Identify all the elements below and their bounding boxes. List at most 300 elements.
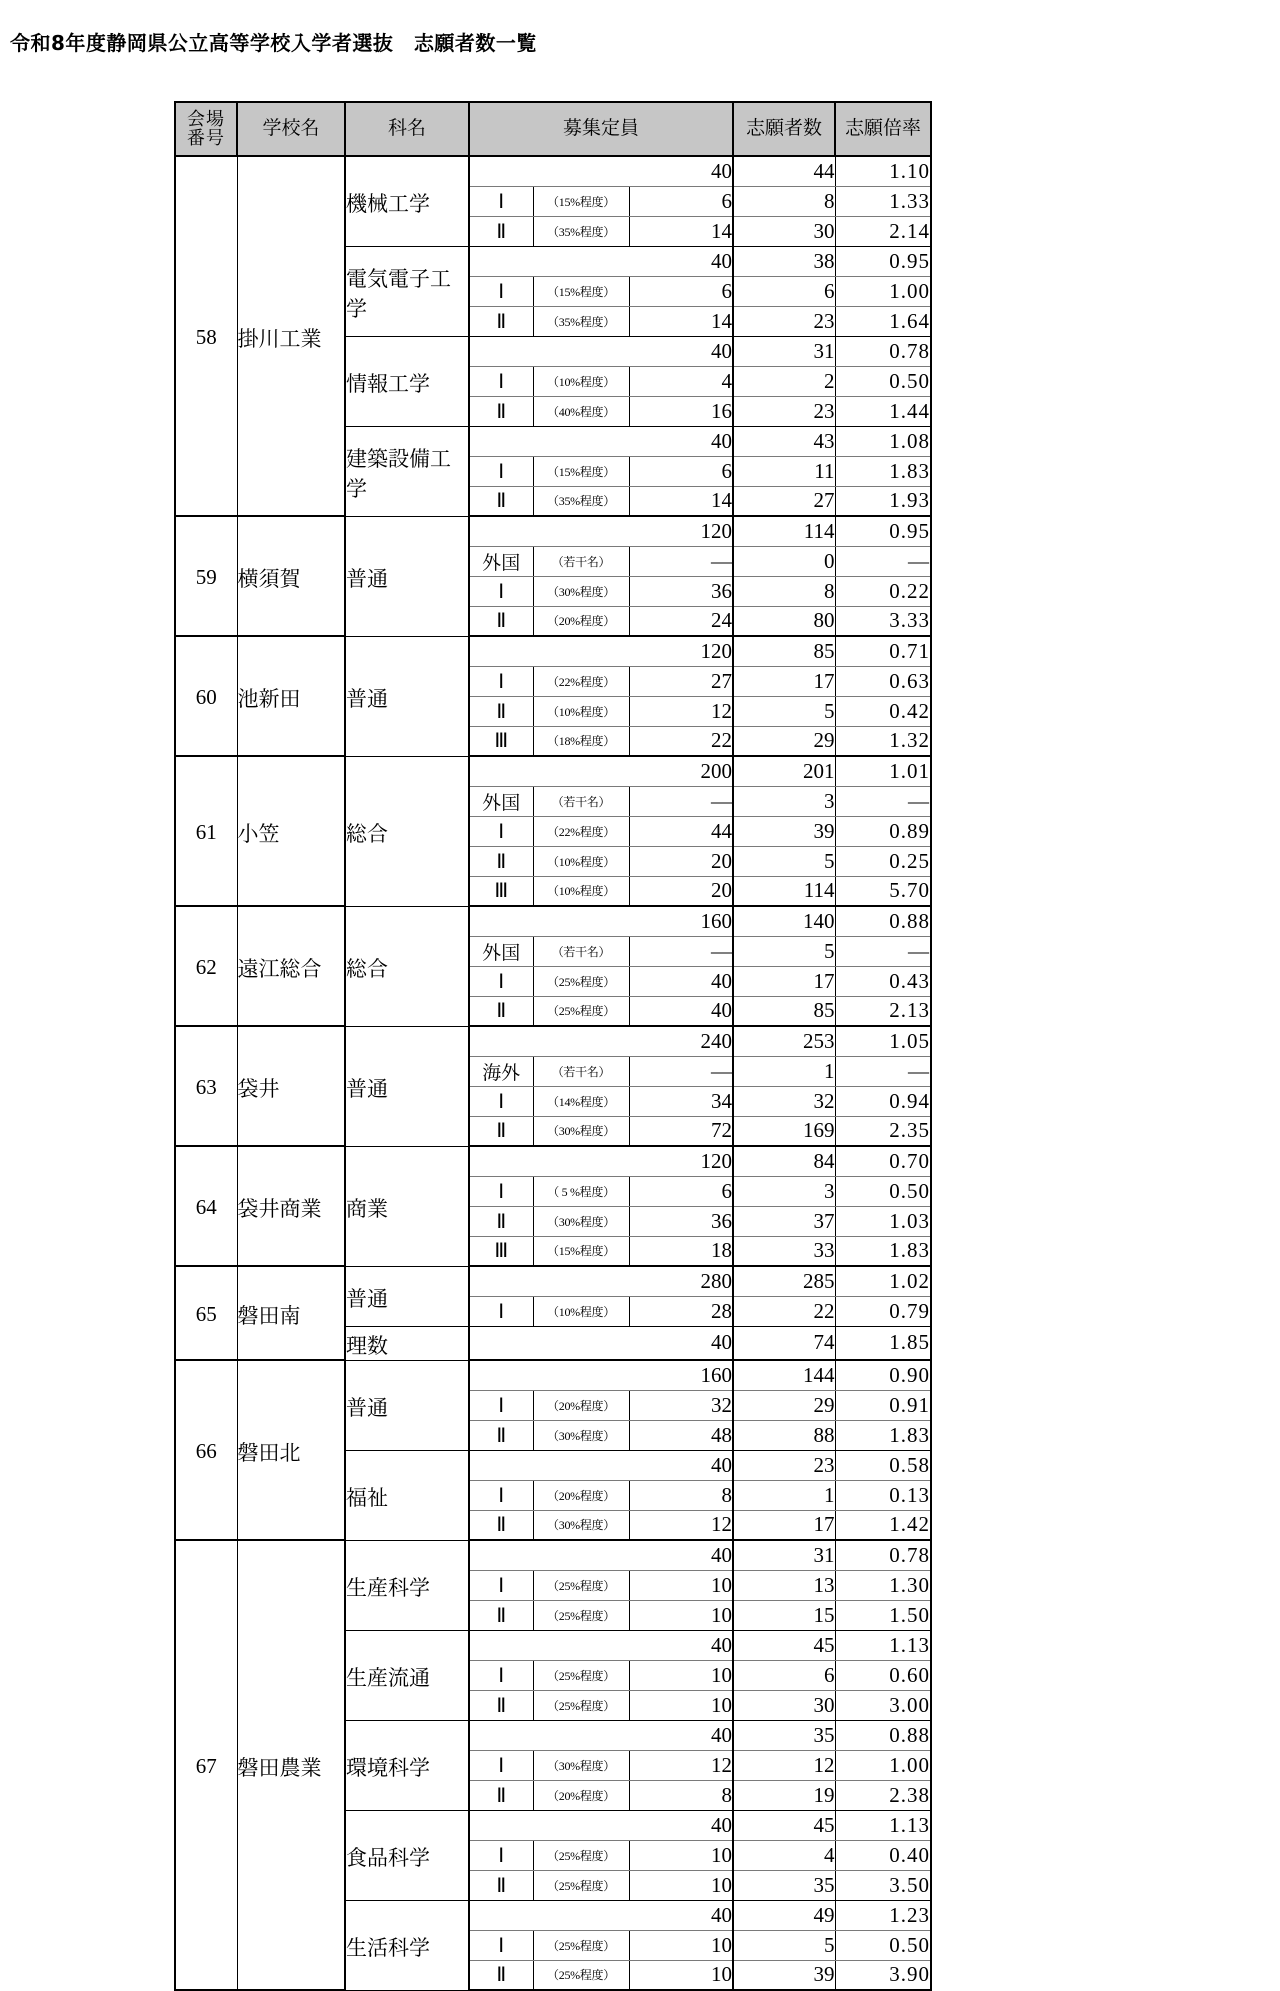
table-header-row <box>175 102 931 156</box>
cell-quota: 12 <box>629 1510 733 1540</box>
cell-frame-label: Ⅲ <box>469 876 533 906</box>
cell-frame-label: Ⅱ <box>469 1116 533 1146</box>
cell-ratio: 0.58 <box>835 1450 931 1480</box>
cell-frame-percent: （10%程度） <box>533 696 629 726</box>
cell-frame-percent: （若干名） <box>533 546 629 576</box>
cell-applicants: 114 <box>733 516 835 546</box>
cell-applicants: 12 <box>733 1750 835 1780</box>
cell-frame-percent: （10%程度） <box>533 366 629 396</box>
cell-department-name: 機械工学 <box>345 156 469 246</box>
cell-applicants: 29 <box>733 1390 835 1420</box>
cell-ratio: 1.83 <box>835 1236 931 1266</box>
cell-quota: 280 <box>629 1266 733 1296</box>
cell-ratio: 0.78 <box>835 336 931 366</box>
cell-frame-label: Ⅱ <box>469 1960 533 1990</box>
cell-applicants: 44 <box>733 156 835 186</box>
table-row <box>175 516 931 546</box>
cell-frame-percent: （25%程度） <box>533 1660 629 1690</box>
cell-ratio: 0.95 <box>835 246 931 276</box>
table-row <box>175 156 931 186</box>
cell-frame-percent: （25%程度） <box>533 966 629 996</box>
cell-quota: 40 <box>629 1540 733 1570</box>
cell-applicants: 23 <box>733 306 835 336</box>
cell-frame-label: Ⅲ <box>469 1236 533 1266</box>
cell-department-name: 食品科学 <box>345 1810 469 1900</box>
cell-applicants: 32 <box>733 1086 835 1116</box>
cell-school-name: 磐田農業 <box>237 1540 345 1990</box>
cell-frame-percent: （30%程度） <box>533 1510 629 1540</box>
cell-applicants: 23 <box>733 1450 835 1480</box>
cell-frame-percent: （35%程度） <box>533 486 629 516</box>
cell-ratio: 0.89 <box>835 816 931 846</box>
cell-applicants: 80 <box>733 606 835 636</box>
cell-applicants: 6 <box>733 276 835 306</box>
cell-ratio: 0.50 <box>835 1930 931 1960</box>
cell-ratio: 0.22 <box>835 576 931 606</box>
cell-frame-percent: （15%程度） <box>533 1236 629 1266</box>
cell-frame-blank <box>469 1720 629 1750</box>
cell-ratio: 1.00 <box>835 276 931 306</box>
cell-frame-label: Ⅱ <box>469 306 533 336</box>
cell-applicants: 8 <box>733 576 835 606</box>
cell-frame-blank <box>469 516 629 546</box>
cell-ratio: 3.90 <box>835 1960 931 1990</box>
cell-quota: 6 <box>629 456 733 486</box>
cell-quota: — <box>629 936 733 966</box>
cell-ratio: 3.50 <box>835 1870 931 1900</box>
cell-applicants: 38 <box>733 246 835 276</box>
cell-applicants: 169 <box>733 1116 835 1146</box>
cell-quota: — <box>629 546 733 576</box>
cell-department-name: 生産流通 <box>345 1630 469 1720</box>
cell-ratio: 1.08 <box>835 426 931 456</box>
cell-frame-label: Ⅰ <box>469 1296 533 1326</box>
cell-quota: 40 <box>629 1630 733 1660</box>
cell-applicants: 39 <box>733 816 835 846</box>
cell-quota: 10 <box>629 1870 733 1900</box>
cell-ratio: 0.71 <box>835 636 931 666</box>
cell-applicants: 85 <box>733 636 835 666</box>
cell-frame-label: Ⅰ <box>469 966 533 996</box>
cell-department-name: 情報工学 <box>345 336 469 426</box>
cell-ratio: — <box>835 546 931 576</box>
cell-applicants: 144 <box>733 1360 835 1390</box>
cell-frame-label: 外国 <box>469 786 533 816</box>
cell-ratio: 1.64 <box>835 306 931 336</box>
cell-quota: 22 <box>629 726 733 756</box>
cell-venue-number: 64 <box>175 1146 237 1266</box>
col-header-applicants: 志願者数 <box>733 102 835 156</box>
cell-frame-percent: （14%程度） <box>533 1086 629 1116</box>
cell-applicants: 19 <box>733 1780 835 1810</box>
cell-quota: 120 <box>629 516 733 546</box>
cell-frame-percent: （18%程度） <box>533 726 629 756</box>
cell-quota: 10 <box>629 1600 733 1630</box>
cell-frame-blank <box>469 1900 629 1930</box>
cell-quota: 32 <box>629 1390 733 1420</box>
cell-quota: 40 <box>629 426 733 456</box>
cell-department-name: 生産科学 <box>345 1540 469 1630</box>
cell-frame-label: Ⅱ <box>469 846 533 876</box>
cell-department-name: 普通 <box>345 1360 469 1450</box>
cell-frame-percent: （25%程度） <box>533 1840 629 1870</box>
venue-header-line2: 番号 <box>187 128 225 148</box>
cell-applicants: 22 <box>733 1296 835 1326</box>
cell-applicants: 30 <box>733 1690 835 1720</box>
cell-frame-percent: （30%程度） <box>533 1116 629 1146</box>
cell-ratio: 1.13 <box>835 1810 931 1840</box>
cell-frame-label: Ⅱ <box>469 1690 533 1720</box>
cell-quota: 4 <box>629 366 733 396</box>
cell-department-name: 福祉 <box>345 1450 469 1540</box>
cell-school-name: 袋井 <box>237 1026 345 1146</box>
cell-frame-label: 外国 <box>469 936 533 966</box>
cell-frame-label: Ⅱ <box>469 606 533 636</box>
cell-applicants: 3 <box>733 786 835 816</box>
cell-frame-label: Ⅰ <box>469 1840 533 1870</box>
cell-quota: — <box>629 786 733 816</box>
cell-quota: 160 <box>629 906 733 936</box>
cell-department-name: 理数 <box>345 1326 469 1360</box>
col-header-department-name: 科名 <box>345 102 469 156</box>
cell-department-name: 普通 <box>345 516 469 636</box>
cell-department-name: 電気電子工学 <box>345 246 469 336</box>
cell-ratio: 1.93 <box>835 486 931 516</box>
cell-frame-label: Ⅰ <box>469 1930 533 1960</box>
cell-ratio: 0.91 <box>835 1390 931 1420</box>
table-row <box>175 1266 931 1296</box>
cell-applicants: 1 <box>733 1480 835 1510</box>
col-header-venue-number <box>175 102 237 156</box>
cell-quota: 18 <box>629 1236 733 1266</box>
cell-frame-blank <box>469 906 629 936</box>
cell-frame-label: Ⅰ <box>469 276 533 306</box>
cell-quota: 40 <box>629 246 733 276</box>
cell-frame-blank <box>469 1360 629 1390</box>
cell-applicants: 253 <box>733 1026 835 1056</box>
cell-frame-blank <box>469 756 629 786</box>
cell-frame-label: Ⅱ <box>469 216 533 246</box>
cell-frame-percent: （25%程度） <box>533 1600 629 1630</box>
cell-department-name: 生活科学 <box>345 1900 469 1990</box>
cell-frame-label: Ⅱ <box>469 1510 533 1540</box>
cell-applicants: 2 <box>733 366 835 396</box>
cell-frame-label: Ⅰ <box>469 1176 533 1206</box>
cell-frame-blank <box>469 1266 629 1296</box>
cell-quota: 34 <box>629 1086 733 1116</box>
cell-frame-percent: （30%程度） <box>533 1420 629 1450</box>
cell-department-name: 商業 <box>345 1146 469 1266</box>
cell-quota: 200 <box>629 756 733 786</box>
cell-applicants: 6 <box>733 1660 835 1690</box>
cell-frame-blank <box>469 1630 629 1660</box>
table-row <box>175 1540 931 1570</box>
cell-quota: 12 <box>629 1750 733 1780</box>
cell-school-name: 小笠 <box>237 756 345 906</box>
cell-frame-percent: （25%程度） <box>533 1870 629 1900</box>
cell-ratio: 0.50 <box>835 366 931 396</box>
cell-applicants: 45 <box>733 1810 835 1840</box>
cell-quota: 48 <box>629 1420 733 1450</box>
cell-applicants: 8 <box>733 186 835 216</box>
table-row <box>175 1026 931 1056</box>
cell-frame-label: Ⅱ <box>469 1600 533 1630</box>
col-header-ratio: 志願倍率 <box>835 102 931 156</box>
cell-quota: 20 <box>629 876 733 906</box>
cell-quota: — <box>629 1056 733 1086</box>
cell-quota: 16 <box>629 396 733 426</box>
cell-applicants: 31 <box>733 336 835 366</box>
cell-ratio: 3.33 <box>835 606 931 636</box>
cell-frame-percent: （35%程度） <box>533 306 629 336</box>
cell-applicants: 140 <box>733 906 835 936</box>
cell-quota: 6 <box>629 276 733 306</box>
cell-ratio: 0.50 <box>835 1176 931 1206</box>
cell-quota: 72 <box>629 1116 733 1146</box>
cell-quota: 40 <box>629 1326 733 1360</box>
cell-frame-label: 外国 <box>469 546 533 576</box>
cell-frame-blank <box>469 1026 629 1056</box>
cell-school-name: 掛川工業 <box>237 156 345 516</box>
cell-frame-blank <box>469 246 629 276</box>
cell-frame-label: Ⅰ <box>469 1086 533 1116</box>
cell-quota: 6 <box>629 1176 733 1206</box>
cell-ratio: 0.90 <box>835 1360 931 1390</box>
cell-frame-label: Ⅰ <box>469 186 533 216</box>
cell-applicants: 85 <box>733 996 835 1026</box>
cell-applicants: 88 <box>733 1420 835 1450</box>
cell-venue-number: 60 <box>175 636 237 756</box>
cell-frame-blank <box>469 1146 629 1176</box>
cell-school-name: 横須賀 <box>237 516 345 636</box>
cell-frame-label: Ⅱ <box>469 396 533 426</box>
cell-applicants: 27 <box>733 486 835 516</box>
cell-ratio: 0.25 <box>835 846 931 876</box>
cell-frame-label: Ⅱ <box>469 486 533 516</box>
venue-header-line1: 会場 <box>187 109 225 130</box>
cell-frame-percent: （22%程度） <box>533 816 629 846</box>
cell-frame-percent: （20%程度） <box>533 1480 629 1510</box>
cell-quota: 10 <box>629 1840 733 1870</box>
cell-frame-percent: （25%程度） <box>533 1570 629 1600</box>
cell-school-name: 遠江総合 <box>237 906 345 1026</box>
cell-ratio: 0.13 <box>835 1480 931 1510</box>
cell-applicants: 11 <box>733 456 835 486</box>
table-row <box>175 1360 931 1390</box>
cell-venue-number: 59 <box>175 516 237 636</box>
cell-quota: 10 <box>629 1690 733 1720</box>
cell-frame-percent: （22%程度） <box>533 666 629 696</box>
cell-frame-percent: （若干名） <box>533 936 629 966</box>
cell-applicants: 35 <box>733 1720 835 1750</box>
cell-venue-number: 67 <box>175 1540 237 1990</box>
cell-ratio: 1.03 <box>835 1206 931 1236</box>
cell-quota: 40 <box>629 966 733 996</box>
cell-applicants: 35 <box>733 1870 835 1900</box>
cell-ratio: 0.42 <box>835 696 931 726</box>
cell-quota: 12 <box>629 696 733 726</box>
cell-frame-label: Ⅰ <box>469 816 533 846</box>
cell-applicants: 29 <box>733 726 835 756</box>
cell-ratio: — <box>835 786 931 816</box>
cell-department-name: 普通 <box>345 636 469 756</box>
cell-frame-percent: （20%程度） <box>533 606 629 636</box>
cell-frame-label: Ⅰ <box>469 576 533 606</box>
cell-applicants: 84 <box>733 1146 835 1176</box>
cell-frame-label: Ⅱ <box>469 1780 533 1810</box>
cell-applicants: 17 <box>733 966 835 996</box>
cell-quota: 40 <box>629 156 733 186</box>
cell-quota: 120 <box>629 636 733 666</box>
col-header-school-name: 学校名 <box>237 102 345 156</box>
cell-frame-percent: （30%程度） <box>533 1750 629 1780</box>
cell-ratio: 1.33 <box>835 186 931 216</box>
cell-applicants: 43 <box>733 426 835 456</box>
cell-applicants: 4 <box>733 1840 835 1870</box>
cell-frame-percent: （30%程度） <box>533 1206 629 1236</box>
cell-ratio: 1.23 <box>835 1900 931 1930</box>
cell-ratio: 1.32 <box>835 726 931 756</box>
cell-frame-label: Ⅰ <box>469 366 533 396</box>
cell-frame-label: Ⅱ <box>469 696 533 726</box>
cell-ratio: 1.05 <box>835 1026 931 1056</box>
cell-quota: 10 <box>629 1660 733 1690</box>
cell-quota: 40 <box>629 1900 733 1930</box>
cell-ratio: 0.94 <box>835 1086 931 1116</box>
cell-quota: 14 <box>629 216 733 246</box>
cell-department-name: 普通 <box>345 1026 469 1146</box>
cell-applicants: 0 <box>733 546 835 576</box>
cell-frame-percent: （15%程度） <box>533 186 629 216</box>
cell-frame-percent: （40%程度） <box>533 396 629 426</box>
cell-quota: 20 <box>629 846 733 876</box>
cell-frame-label: Ⅰ <box>469 1570 533 1600</box>
cell-ratio: 0.63 <box>835 666 931 696</box>
cell-frame-blank <box>469 1326 629 1360</box>
cell-frame-blank <box>469 1450 629 1480</box>
cell-frame-percent: （30%程度） <box>533 576 629 606</box>
cell-frame-label: Ⅰ <box>469 1390 533 1420</box>
cell-ratio: 0.79 <box>835 1296 931 1326</box>
cell-department-name: 建築設備工学 <box>345 426 469 516</box>
applicants-table <box>174 101 932 1991</box>
cell-applicants: 5 <box>733 936 835 966</box>
cell-ratio: 2.35 <box>835 1116 931 1146</box>
cell-applicants: 3 <box>733 1176 835 1206</box>
cell-school-name: 磐田北 <box>237 1360 345 1540</box>
cell-frame-blank <box>469 636 629 666</box>
cell-quota: 40 <box>629 1720 733 1750</box>
cell-quota: 40 <box>629 336 733 366</box>
cell-frame-label: Ⅱ <box>469 996 533 1026</box>
cell-frame-percent: （ 5 %程度） <box>533 1176 629 1206</box>
cell-ratio: 5.70 <box>835 876 931 906</box>
table-row <box>175 1146 931 1176</box>
cell-quota: 24 <box>629 606 733 636</box>
col-header-quota: 募集定員 <box>469 102 733 156</box>
cell-frame-percent: （25%程度） <box>533 1930 629 1960</box>
cell-ratio: 3.00 <box>835 1690 931 1720</box>
cell-applicants: 285 <box>733 1266 835 1296</box>
cell-quota: 160 <box>629 1360 733 1390</box>
cell-venue-number: 63 <box>175 1026 237 1146</box>
cell-frame-percent: （15%程度） <box>533 456 629 486</box>
cell-frame-label: Ⅱ <box>469 1206 533 1236</box>
cell-quota: 28 <box>629 1296 733 1326</box>
cell-frame-label: Ⅲ <box>469 726 533 756</box>
cell-applicants: 201 <box>733 756 835 786</box>
cell-ratio: 0.43 <box>835 966 931 996</box>
cell-ratio: 2.14 <box>835 216 931 246</box>
cell-venue-number: 65 <box>175 1266 237 1360</box>
cell-applicants: 45 <box>733 1630 835 1660</box>
cell-quota: 44 <box>629 816 733 846</box>
cell-ratio: 1.00 <box>835 1750 931 1780</box>
cell-applicants: 74 <box>733 1326 835 1360</box>
table-row <box>175 636 931 666</box>
cell-frame-blank <box>469 1810 629 1840</box>
cell-applicants: 17 <box>733 1510 835 1540</box>
cell-quota: 40 <box>629 1450 733 1480</box>
table-body <box>175 156 931 1990</box>
cell-frame-percent: （10%程度） <box>533 846 629 876</box>
cell-frame-percent: （25%程度） <box>533 1960 629 1990</box>
cell-quota: 8 <box>629 1780 733 1810</box>
cell-frame-percent: （25%程度） <box>533 996 629 1026</box>
cell-venue-number: 61 <box>175 756 237 906</box>
cell-applicants: 5 <box>733 846 835 876</box>
cell-quota: 40 <box>629 996 733 1026</box>
cell-ratio: — <box>835 1056 931 1086</box>
cell-frame-percent: （35%程度） <box>533 216 629 246</box>
cell-frame-blank <box>469 426 629 456</box>
cell-ratio: 0.88 <box>835 906 931 936</box>
cell-frame-label: 海外 <box>469 1056 533 1086</box>
cell-quota: 6 <box>629 186 733 216</box>
cell-venue-number: 66 <box>175 1360 237 1540</box>
cell-ratio: 1.50 <box>835 1600 931 1630</box>
cell-frame-percent: （10%程度） <box>533 876 629 906</box>
cell-applicants: 31 <box>733 1540 835 1570</box>
cell-applicants: 23 <box>733 396 835 426</box>
cell-ratio: 1.13 <box>835 1630 931 1660</box>
cell-frame-percent: （10%程度） <box>533 1296 629 1326</box>
cell-quota: 36 <box>629 576 733 606</box>
table-row <box>175 906 931 936</box>
cell-quota: 14 <box>629 486 733 516</box>
cell-ratio: 1.10 <box>835 156 931 186</box>
cell-frame-blank <box>469 156 629 186</box>
cell-applicants: 15 <box>733 1600 835 1630</box>
cell-ratio: 1.01 <box>835 756 931 786</box>
cell-quota: 10 <box>629 1930 733 1960</box>
cell-frame-percent: （若干名） <box>533 1056 629 1086</box>
cell-applicants: 39 <box>733 1960 835 1990</box>
cell-school-name: 磐田南 <box>237 1266 345 1360</box>
cell-department-name: 普通 <box>345 1266 469 1326</box>
cell-quota: 36 <box>629 1206 733 1236</box>
cell-department-name: 総合 <box>345 756 469 906</box>
cell-frame-label: Ⅰ <box>469 1750 533 1780</box>
cell-ratio: 0.70 <box>835 1146 931 1176</box>
cell-frame-percent: （若干名） <box>533 786 629 816</box>
cell-ratio: 0.95 <box>835 516 931 546</box>
cell-ratio: 0.78 <box>835 1540 931 1570</box>
table-row <box>175 756 931 786</box>
cell-frame-percent: （20%程度） <box>533 1780 629 1810</box>
cell-ratio: 1.02 <box>835 1266 931 1296</box>
cell-frame-label: Ⅱ <box>469 1870 533 1900</box>
